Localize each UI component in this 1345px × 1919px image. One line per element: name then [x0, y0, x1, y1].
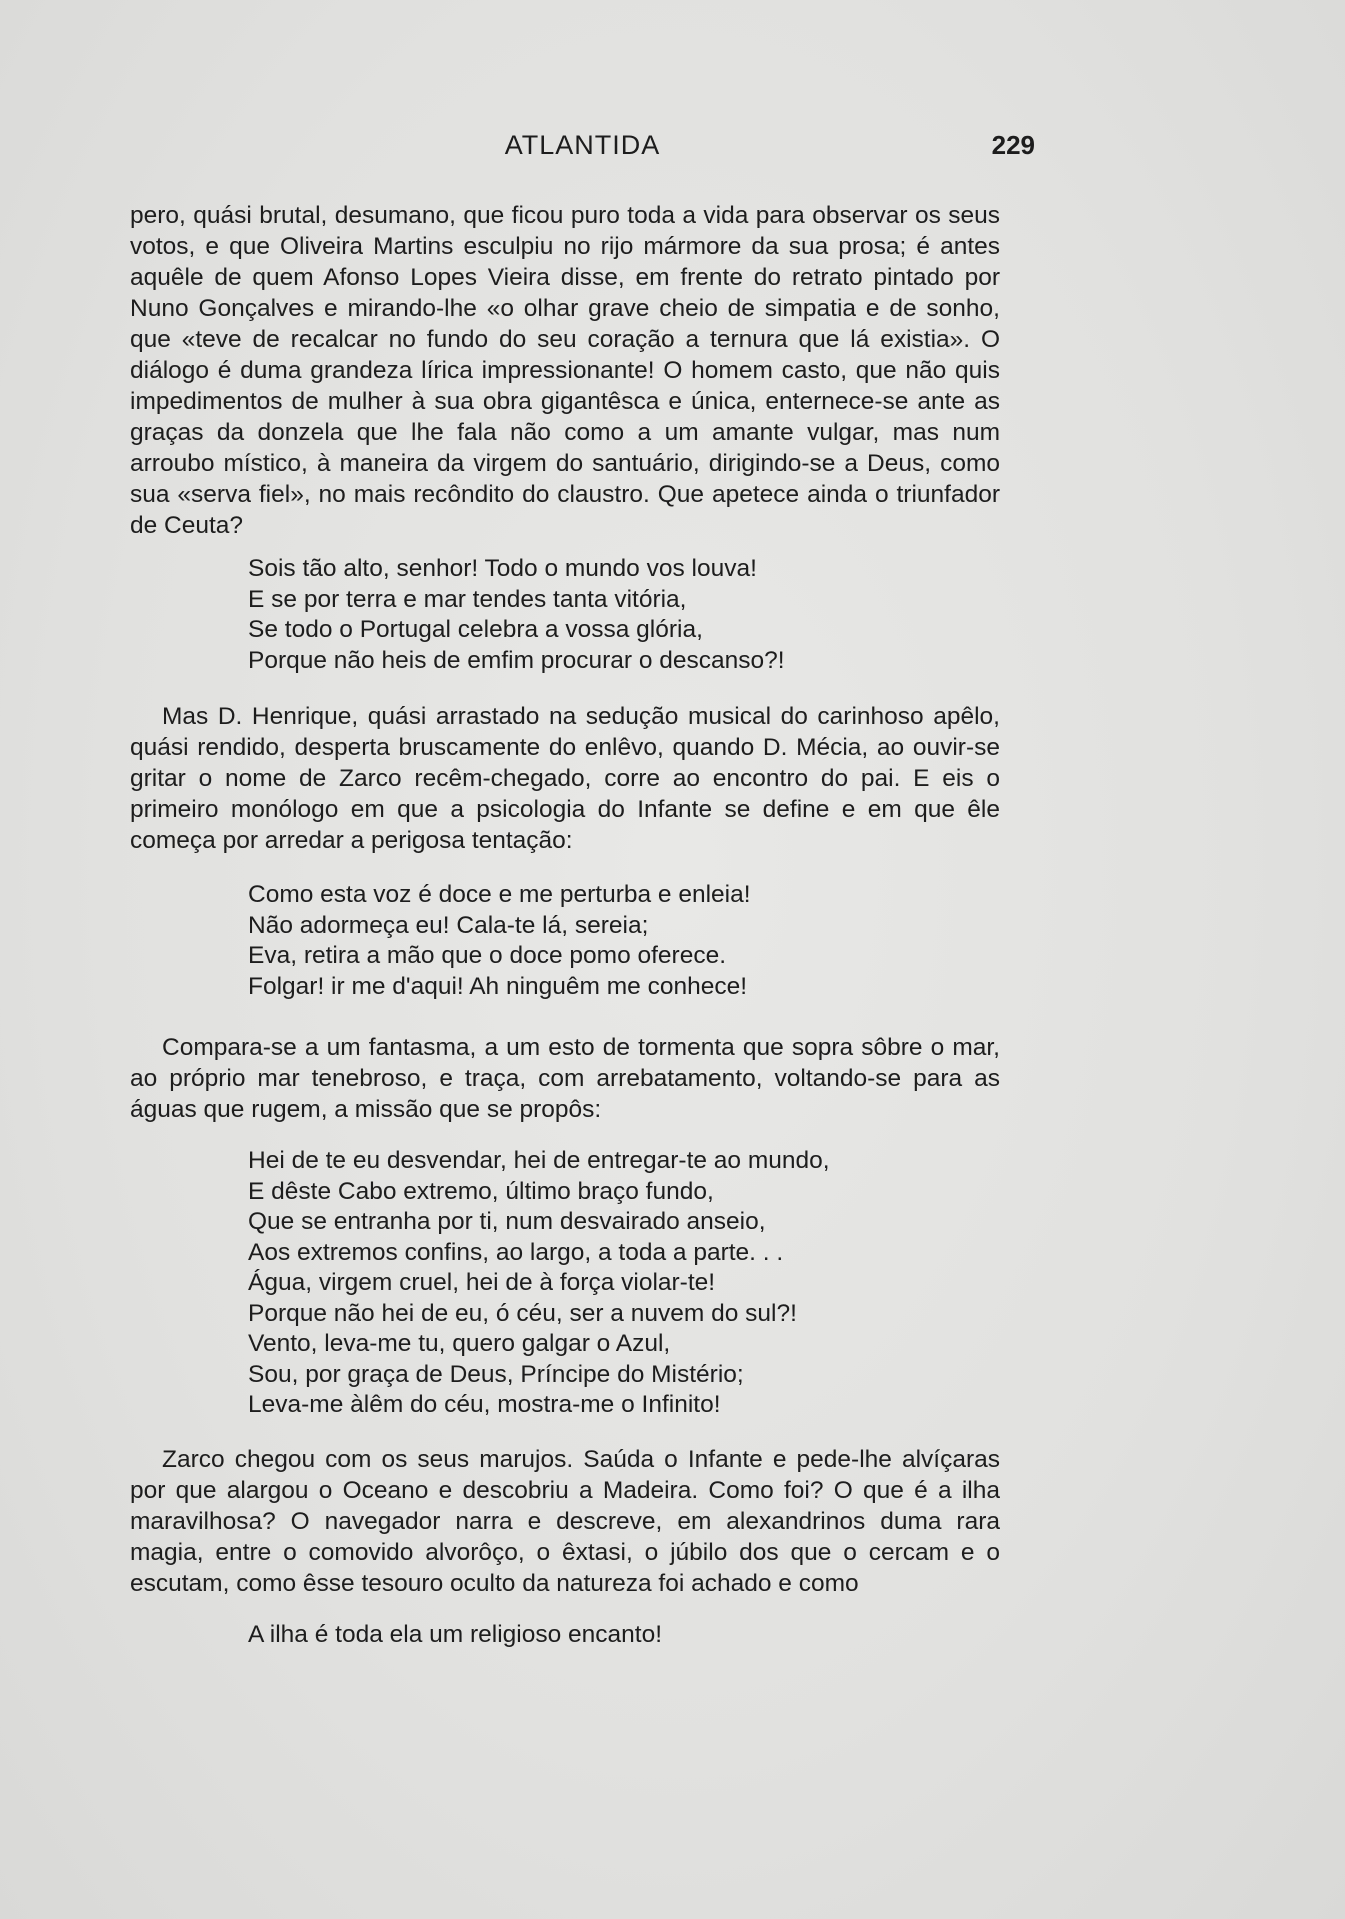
verse-line: Aos extremos confins, ao largo, a toda a parte. . .: [248, 1238, 784, 1266]
verse-line: Vento, leva-me tu, quero galgar o Azul,: [248, 1330, 671, 1357]
paragraph-2: Mas D. Henrique, quási arrastado na sedução musical do carinhoso apêlo, quási rendido, desperta bruscamente do enlêvo, quando D. Mécia, ao ouvir-se gritar o nome de Zarco recêm-chegado, corre ao encontro do pai. E eis o primeiro monólogo em que a psicologia do Infante se define e em que êle começa por arredar a perigosa tentação:: [130, 703, 1000, 854]
verse-line: Sois tão alto, senhor! Todo o mundo vos louva!: [248, 555, 757, 582]
running-title: ATLANTIDA: [504, 130, 661, 160]
verse-line: Porque não hei de eu, ó céu, ser a nuvem do sul?!: [248, 1299, 797, 1327]
paragraph-1: pero, quási brutal, desumano, que ficou puro toda a vida para observar os seus votos, e que Oliveira Martins esculpiu no rijo mármore da sua prosa; é antes aquêle de quem Afonso Lopes Vieira disse, em frente do retrato pintado por Nuno Gonçalves e mirando-lhe «o olhar grave cheio de simpatia e de sonho, que «teve de recalcar no fundo do seu coração a ternura que lá existia». O diálogo é duma grandeza lírica impressionante! O homem casto, que não quis impedimentos de mulher à sua obra gigantêsca e única, enternece-se ante as graças da donzela que lhe fala não como a um amante vulgar, mas num arroubo místico, à maneira da virgem do santuário, dirigindo-se a Deus, como sua «serva fiel», no mais recôndito do claustro. Que apetece ainda o triunfador de Ceuta?: [130, 202, 1000, 539]
verse-block-1: [248, 554, 785, 676]
verse-line: Como esta voz é doce e me perturba e enleia!: [248, 881, 751, 908]
page-header: [130, 130, 1035, 170]
paragraph-3: Compara-se a um fantasma, a um esto de tormenta que sopra sôbre o mar, ao próprio mar tenebroso, e traça, com arrebatamento, voltando-se para as águas que rugem, a missão que se propôs:: [130, 1034, 1000, 1123]
page-number: 229: [991, 130, 1035, 160]
verse-block-4: [248, 1620, 662, 1651]
verse-block-3: [248, 1146, 830, 1421]
verse-block-2: [248, 880, 751, 1002]
verse-line: Que se entranha por ti, num desvairado anseio,: [248, 1208, 766, 1235]
verse-line: Hei de te eu desvendar, hei de entregar-te ao mundo,: [248, 1147, 830, 1174]
verse-line: Sou, por graça de Deus, Príncipe do Mistério;: [248, 1360, 744, 1388]
verse-line: Água, virgem cruel, hei de à força violar-te!: [248, 1269, 716, 1296]
paragraph-4: Zarco chegou com os seus marujos. Saúda o Infante e pede-lhe alvíçaras por que alargou o Oceano e descobriu a Madeira. Como foi? O que é a ilha maravilhosa? O navegador narra e descreve, em alexandrinos duma rara magia, entre o comovido alvorôço, o êxtasi, o júbilo dos que o cercam e o escutam, como êsse tesouro oculto da natureza foi achado e como: [130, 1446, 1000, 1597]
verse-line: Não adormeça eu! Cala-te lá, sereia;: [248, 911, 649, 939]
verse-line: E dêste Cabo extremo, último braço fundo,: [248, 1177, 714, 1205]
verse-line: A ilha é toda ela um religioso encanto!: [248, 1621, 663, 1648]
verse-line: E se por terra e mar tendes tanta vitória,: [248, 585, 687, 613]
verse-line: Se todo o Portugal celebra a vossa glória,: [248, 616, 703, 643]
verse-line: Porque não heis de emfim procurar o descanso?!: [248, 646, 785, 674]
verse-line: Eva, retira a mão que o doce pomo oferece.: [248, 942, 727, 969]
verse-line: Folgar! ir me d'aqui! Ah ninguêm me conhece!: [248, 972, 748, 1000]
verse-line: Leva-me àlêm do céu, mostra-me o Infinito!: [248, 1391, 721, 1418]
